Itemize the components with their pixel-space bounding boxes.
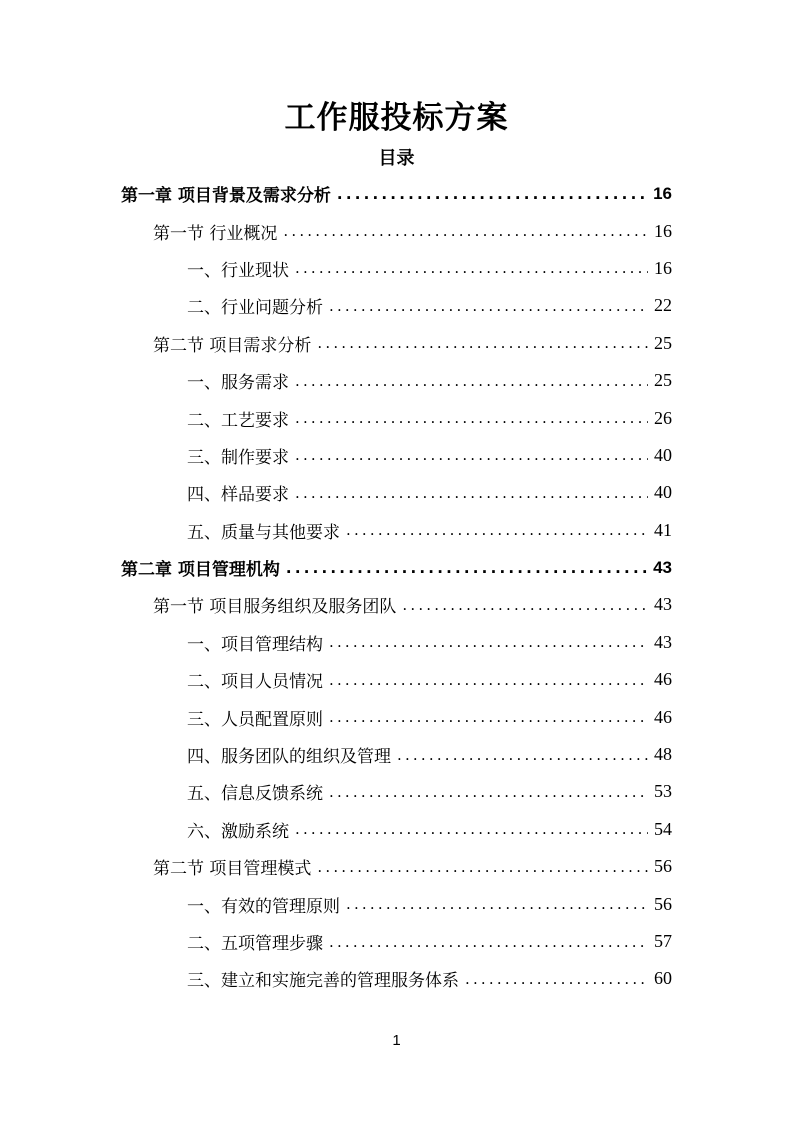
toc-entry-page: 40 [654, 444, 672, 465]
toc-subsection-entry[interactable] [121, 624, 672, 661]
toc-entry-page: 56 [654, 893, 672, 914]
toc-entry-label: 第一节 项目服务组织及服务团队 [153, 597, 397, 618]
toc-dot-leader [329, 671, 648, 689]
toc-entry-page: 25 [654, 370, 672, 391]
toc-section-entry[interactable] [121, 325, 672, 362]
toc-entry-label: 一、服务需求 [187, 373, 289, 394]
toc-section-entry[interactable] [121, 848, 672, 885]
toc-entry-page: 16 [653, 183, 672, 203]
toc-dot-leader [286, 559, 647, 577]
toc-dot-leader [295, 409, 648, 427]
toc-entry-page: 16 [654, 257, 672, 278]
toc-entry-label: 二、工艺要求 [187, 410, 289, 431]
toc-entry-label: 四、服务团队的组织及管理 [187, 747, 391, 768]
toc-entry-label: 第一节 行业概况 [153, 223, 278, 244]
toc-entry-label: 一、行业现状 [187, 260, 289, 281]
toc-entry-page: 48 [654, 744, 672, 765]
toc-dot-leader [295, 259, 648, 277]
toc-heading: 目录 [378, 148, 415, 169]
toc-entry-label: 六、激励系统 [187, 821, 289, 842]
toc-dot-leader [402, 596, 648, 614]
toc-chapter-entry[interactable] [121, 175, 672, 212]
toc-subsection-entry[interactable] [121, 474, 672, 511]
toc-dot-leader [295, 820, 648, 838]
toc-entry-page: 56 [654, 856, 672, 877]
toc-subsection-entry[interactable] [121, 698, 672, 735]
toc-entry-page: 60 [654, 968, 672, 989]
toc-entry-label: 一、项目管理结构 [187, 634, 323, 655]
toc-dot-leader [329, 297, 648, 315]
toc-entry-page: 43 [654, 594, 672, 615]
toc-dot-leader [329, 933, 648, 951]
toc-dot-leader [465, 970, 648, 988]
toc-entry-page: 25 [654, 332, 672, 353]
toc-dot-leader [295, 446, 648, 464]
toc-entry-label: 二、项目人员情况 [187, 672, 323, 693]
toc-subsection-entry[interactable] [121, 287, 672, 324]
toc-entry-label: 五、信息反馈系统 [187, 784, 323, 805]
toc-subsection-entry[interactable] [121, 811, 672, 848]
toc-entry-page: 16 [654, 220, 672, 241]
toc-section-entry[interactable] [121, 212, 672, 249]
toc-subsection-entry[interactable] [121, 362, 672, 399]
toc-entry-label: 二、行业问题分析 [187, 298, 323, 319]
toc-dot-leader [337, 185, 647, 203]
toc-subsection-entry[interactable] [121, 773, 672, 810]
toc-entry-label: 第二节 项目管理模式 [153, 859, 312, 880]
page-number: 1 [392, 1032, 401, 1049]
toc-entry-label: 三、建立和实施完善的管理服务体系 [187, 971, 459, 992]
toc-subsection-entry[interactable] [121, 512, 672, 549]
toc-entry-page: 22 [654, 295, 672, 316]
toc-subsection-entry[interactable] [121, 661, 672, 698]
toc-chapter-entry[interactable] [121, 549, 672, 586]
toc-dot-leader [397, 746, 648, 764]
toc-entry-label: 五、质量与其他要求 [187, 522, 340, 543]
toc-dot-leader [295, 484, 648, 502]
toc-entry-page: 41 [654, 519, 672, 540]
toc-dot-leader [317, 334, 648, 352]
toc-entry-label: 第二节 项目需求分析 [153, 335, 312, 356]
toc-entry-page: 46 [654, 706, 672, 727]
table-of-contents [121, 175, 672, 998]
toc-dot-leader [329, 633, 648, 651]
toc-subsection-entry[interactable] [121, 250, 672, 287]
toc-entry-label: 一、有效的管理原则 [187, 896, 340, 917]
toc-subsection-entry[interactable] [121, 960, 672, 997]
toc-section-entry[interactable] [121, 586, 672, 623]
toc-entry-page: 54 [654, 818, 672, 839]
toc-dot-leader [329, 783, 648, 801]
toc-subsection-entry[interactable] [121, 923, 672, 960]
toc-entry-page: 43 [654, 631, 672, 652]
toc-entry-page: 40 [654, 482, 672, 503]
toc-entry-label: 二、五项管理步骤 [187, 934, 323, 954]
toc-subsection-entry[interactable] [121, 437, 672, 474]
toc-dot-leader [346, 895, 648, 913]
toc-subsection-entry[interactable] [121, 399, 672, 436]
toc-entry-page: 57 [654, 931, 672, 951]
toc-entry-label: 三、人员配置原则 [187, 709, 323, 730]
toc-entry-label: 三、制作要求 [187, 447, 289, 468]
toc-entry-page: 43 [653, 557, 672, 577]
document-title: 工作服投标方案 [284, 100, 509, 136]
toc-dot-leader [329, 708, 648, 726]
toc-subsection-entry[interactable] [121, 885, 672, 922]
toc-entry-page: 26 [654, 407, 672, 428]
toc-dot-leader [283, 222, 648, 240]
toc-entry-label: 第一章 项目背景及需求分析 [121, 186, 331, 207]
toc-entry-label: 第二章 项目管理机构 [121, 560, 280, 581]
toc-dot-leader [317, 858, 648, 876]
toc-entry-label: 四、样品要求 [187, 485, 289, 506]
toc-entry-page: 53 [654, 781, 672, 802]
toc-dot-leader [346, 521, 648, 539]
toc-entry-page: 46 [654, 669, 672, 690]
toc-dot-leader [295, 372, 648, 390]
toc-subsection-entry[interactable] [121, 736, 672, 773]
